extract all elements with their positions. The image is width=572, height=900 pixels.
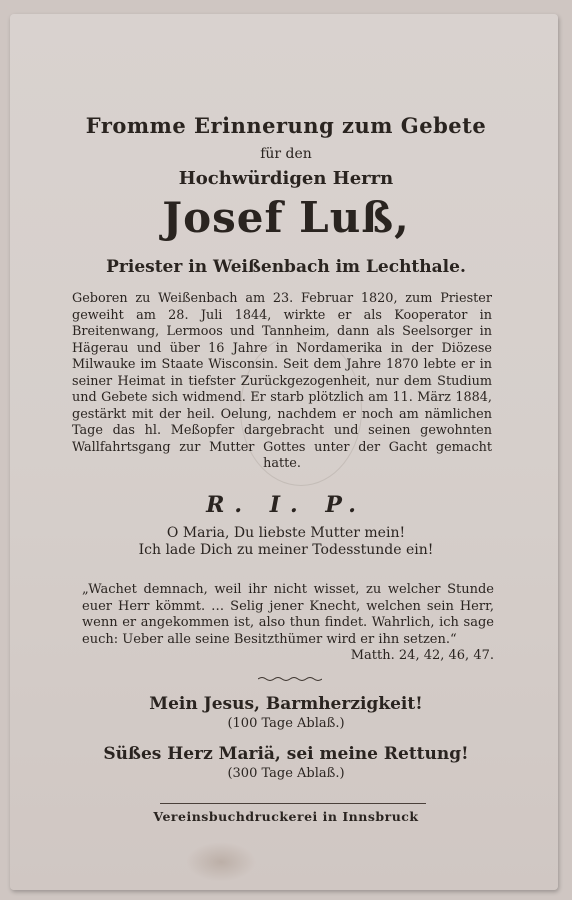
biography-text: Geboren zu Weißenbach am 23. Februar 1820, zum Priester geweiht am 28. Juli 1844, wirkte er als Kooperator in Breitenwang, Lermoos und Tannheim, dann als Seelsorger in Hägerau und über 16 Jahre in Nordamerika in der Diözese Milwauke im Staate Wisconsin. Seit dem Jahre 1870 lebte er in seiner Heimat in tiefster Zurückgezogenheit, nur dem Studium und Gebete sich widmend. Er starb plötzlich am 11. März 1884, gestärkt mit der heil. Oelung, nachdem er noch am nämlichen Tage das hl. Meßopfer dargebracht und seinen gewohnten Wallfahrtsgang zur Mutter Gottes unter der Gacht gemacht hatte. xyxy=(72,291,492,471)
card-heading: Fromme Erinnerung zum Gebete xyxy=(85,113,487,138)
ornament-squiggle xyxy=(258,676,322,682)
prayer-line-2: Ich lade Dich zu meiner Todesstunde ein! xyxy=(138,542,434,558)
rip-text: R. I. P. xyxy=(206,492,366,518)
indulgence-1: (100 Tage Ablaß.) xyxy=(227,716,345,731)
divider-line xyxy=(160,803,426,804)
invocation-2: Süßes Herz Mariä, sei meine Rettung! xyxy=(103,744,469,764)
stain-mark xyxy=(186,842,256,882)
deceased-name: Josef Luß, xyxy=(162,193,410,242)
indulgence-2: (300 Tage Ablaß.) xyxy=(227,766,345,781)
prayer-line-1: O Maria, Du liebste Mutter mein! xyxy=(166,525,406,541)
honorific: Hochwürdigen Herrn xyxy=(178,168,394,189)
fuer-text: für den xyxy=(260,146,312,162)
invocation-1: Mein Jesus, Barmherzigkeit! xyxy=(149,694,423,714)
scripture-quote: „Wachet demnach, weil ihr nicht wisset, zu welcher Stunde euer Herr kömmt. … Selig jener Knecht, welchen sein Herr, wenn er angekommen ist, also thun findet. Wahrlich, ich sage euch: Ueber alle seine Besitzthümer wird er ihn setzen.“ xyxy=(82,582,494,647)
scripture-reference: Matth. 24, 42, 46, 47. xyxy=(350,648,494,663)
printer-imprint: Vereinsbuchdruckerei in Innsbruck xyxy=(153,809,419,824)
deceased-position: Priester in Weißenbach im Lechthale. xyxy=(106,257,466,277)
